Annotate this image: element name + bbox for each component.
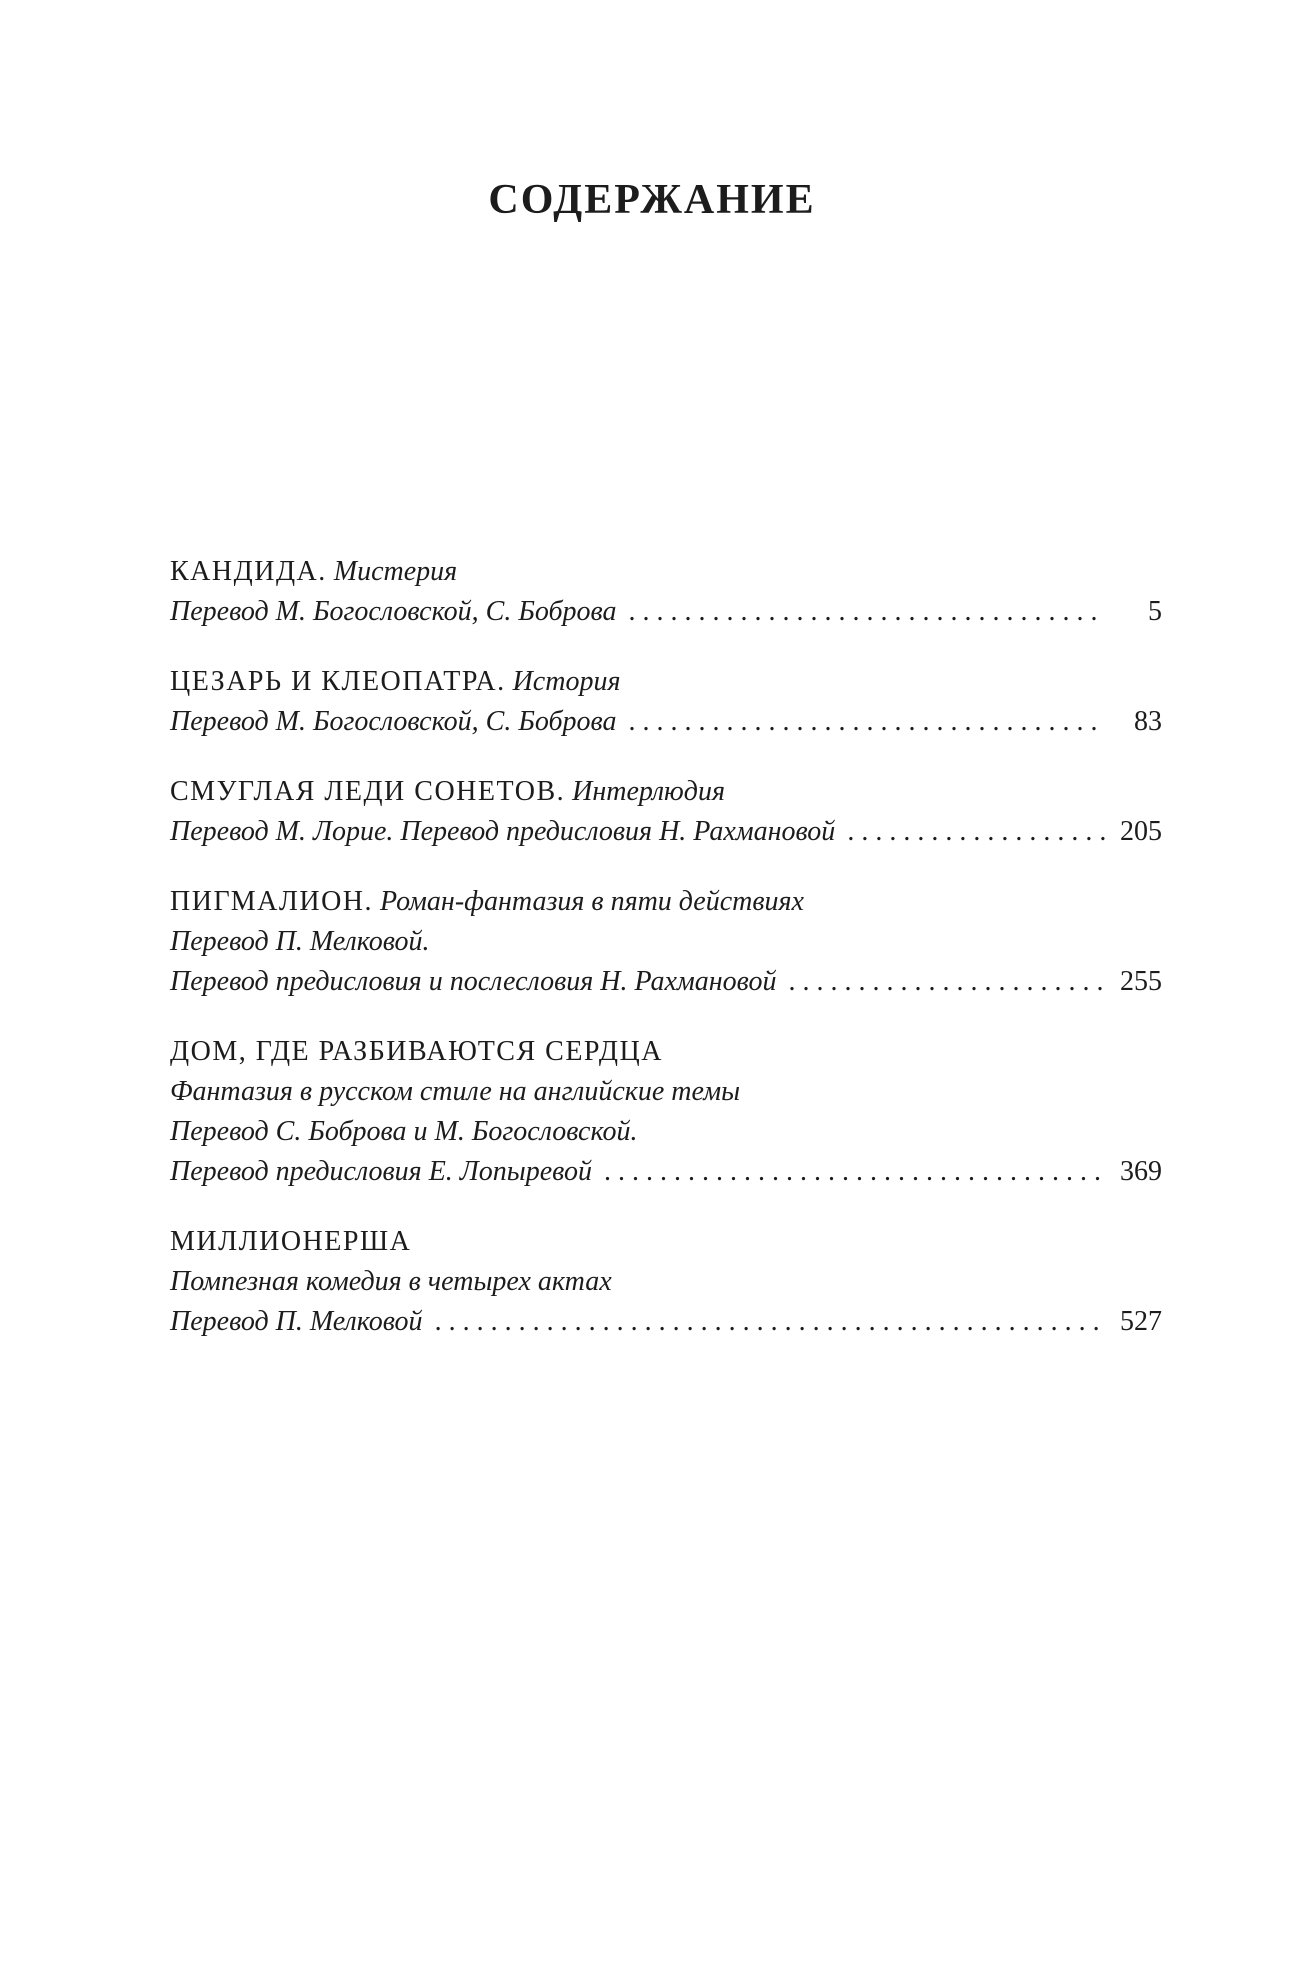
table-of-contents xyxy=(170,552,1162,1372)
entry-title-line xyxy=(170,662,1162,702)
entry-translator-line[interactable] xyxy=(170,1152,1162,1192)
entry-translator: Перевод предисловия Е. Лопыревой xyxy=(170,1156,592,1187)
entry-subtitle: Фантазия в русском стиле на английские темы xyxy=(170,1076,741,1107)
entry-title: ДОМ, ГДЕ РАЗБИВАЮТСЯ СЕРДЦА xyxy=(170,1036,663,1067)
entry-translator: Перевод М. Богословской, С. Боброва xyxy=(170,706,617,737)
entry-translator-line[interactable] xyxy=(170,812,1162,852)
dot-leader xyxy=(435,1302,1106,1342)
entry-translator-line[interactable] xyxy=(170,1302,1162,1342)
page-number: 527 xyxy=(1120,1306,1162,1337)
entry-subtitle: Перевод П. Мелковой. xyxy=(170,926,430,957)
entry-title-line xyxy=(170,1222,1162,1262)
toc-entry-heartbreak-house xyxy=(170,1032,1162,1192)
entry-genre: Мистерия xyxy=(333,556,458,587)
entry-genre: История xyxy=(512,666,621,697)
entry-title: КАНДИДА. xyxy=(170,556,327,587)
entry-translator: Перевод М. Богословской, С. Боброва xyxy=(170,596,617,627)
toc-entry-millionairess xyxy=(170,1222,1162,1342)
page-number: 369 xyxy=(1120,1156,1162,1187)
page-number: 205 xyxy=(1120,816,1162,847)
page-number: 5 xyxy=(1148,596,1162,627)
entry-subtitle: Помпезная комедия в четырех актах xyxy=(170,1266,612,1297)
entry-title-line xyxy=(170,552,1162,592)
page-number: 255 xyxy=(1120,966,1162,997)
toc-entry-candida xyxy=(170,552,1162,632)
entry-translator-line[interactable] xyxy=(170,962,1162,1002)
entry-translator: Перевод П. Мелковой xyxy=(170,1306,423,1337)
entry-subtitle-line xyxy=(170,1262,1162,1302)
toc-entry-dark-lady-of-sonnets xyxy=(170,772,1162,852)
entry-genre: Роман-фантазия в пяти действиях xyxy=(380,886,804,917)
entry-translator-line[interactable] xyxy=(170,592,1162,632)
entry-title: ПИГМАЛИОН. xyxy=(170,886,374,917)
entry-translator-line[interactable] xyxy=(170,702,1162,742)
entry-subtitle: Перевод С. Боброва и М. Богословской. xyxy=(170,1116,638,1147)
entry-title-line xyxy=(170,772,1162,812)
entry-title: СМУГЛАЯ ЛЕДИ СОНЕТОВ. xyxy=(170,776,566,807)
dot-leader xyxy=(847,812,1106,852)
entry-title: МИЛЛИОНЕРША xyxy=(170,1226,412,1257)
entry-subtitle-line xyxy=(170,1112,1162,1152)
entry-translator: Перевод предисловия и послесловия Н. Рахмановой xyxy=(170,966,777,997)
page-title: СОДЕРЖАНИЕ xyxy=(488,177,816,223)
entry-genre: Интерлюдия xyxy=(572,776,725,807)
dot-leader xyxy=(788,962,1106,1002)
toc-entry-pygmalion xyxy=(170,882,1162,1002)
dot-leader xyxy=(629,592,1106,632)
entry-subtitle-line xyxy=(170,922,1162,962)
entry-title-line xyxy=(170,882,1162,922)
dot-leader xyxy=(604,1152,1106,1192)
dot-leader xyxy=(629,702,1106,742)
entry-title: ЦЕЗАРЬ И КЛЕОПАТРА. xyxy=(170,666,506,697)
entry-subtitle-line xyxy=(170,1072,1162,1112)
entry-translator: Перевод М. Лорие. Перевод предисловия Н. Рахмановой xyxy=(170,816,836,847)
toc-entry-caesar-and-cleopatra xyxy=(170,662,1162,742)
page-number: 83 xyxy=(1134,706,1162,737)
entry-title-line xyxy=(170,1032,1162,1072)
